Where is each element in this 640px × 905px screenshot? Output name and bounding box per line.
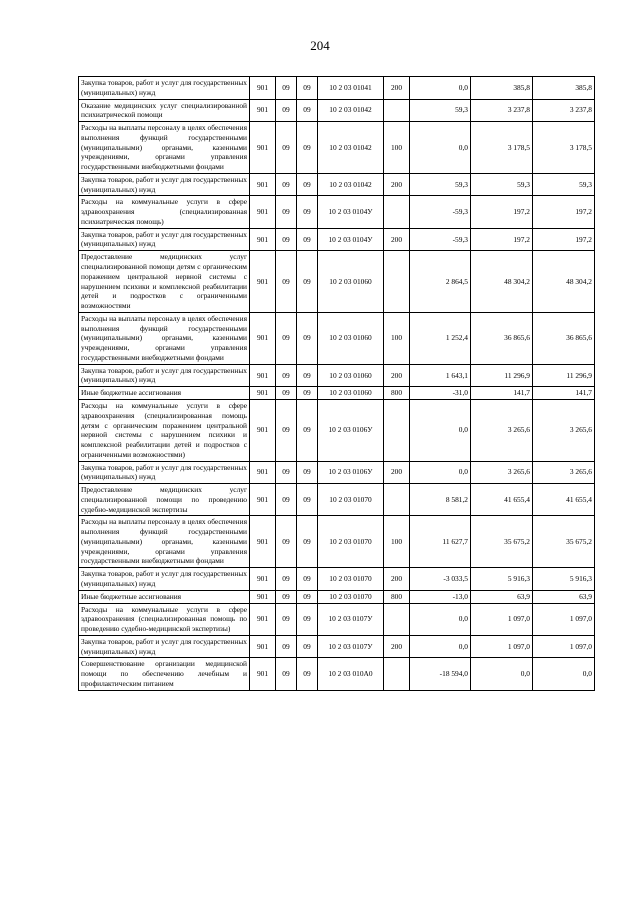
amount-change-cell: 59,3 xyxy=(410,173,471,196)
expense-type-cell: 200 xyxy=(384,228,410,251)
subsection-code-cell: 09 xyxy=(297,590,318,603)
subsection-code-cell: 09 xyxy=(297,516,318,568)
amount-total-cell: 1 097,0 xyxy=(533,603,595,635)
amount-cell: 63,9 xyxy=(471,590,533,603)
target-article-cell: 10 2 03 01042 xyxy=(318,122,384,174)
amount-cell: 41 655,4 xyxy=(471,484,533,516)
item-name-cell: Иные бюджетные ассигнования xyxy=(79,590,250,603)
amount-total-cell: 197,2 xyxy=(533,196,595,228)
item-name-cell: Расходы на коммунальные услуги в сфере здравоохранения (специализированная помощь детям с органическим поражением центральной нервной системы с нарушением психики и комплексной реабилитации детей и подростков с ограниченными возможностями) xyxy=(79,399,250,461)
budget-table xyxy=(78,76,595,691)
ministry-code-cell: 901 xyxy=(250,484,276,516)
section-code-cell: 09 xyxy=(276,399,297,461)
amount-total-cell: 3 237,8 xyxy=(533,99,595,122)
amount-cell: 141,7 xyxy=(471,387,533,400)
subsection-code-cell: 09 xyxy=(297,122,318,174)
expense-type-cell xyxy=(384,196,410,228)
ministry-code-cell: 901 xyxy=(250,516,276,568)
table-row xyxy=(79,99,595,122)
section-code-cell: 09 xyxy=(276,590,297,603)
amount-cell: 3 265,6 xyxy=(471,399,533,461)
amount-change-cell: 0,0 xyxy=(410,461,471,484)
item-name-cell: Расходы на коммунальные услуги в сфере здравоохранения (специализированная психиатрическая помощь) xyxy=(79,196,250,228)
table-row xyxy=(79,658,595,690)
target-article-cell: 10 2 03 01060 xyxy=(318,364,384,387)
table-row xyxy=(79,196,595,228)
section-code-cell: 09 xyxy=(276,312,297,364)
target-article-cell: 10 2 03 01060 xyxy=(318,251,384,313)
expense-type-cell xyxy=(384,603,410,635)
amount-cell: 11 296,9 xyxy=(471,364,533,387)
ministry-code-cell: 901 xyxy=(250,122,276,174)
item-name-cell: Закупка товаров, работ и услуг для государственных (муниципальных) нужд xyxy=(79,568,250,591)
subsection-code-cell: 09 xyxy=(297,364,318,387)
target-article-cell: 10 2 03 01042 xyxy=(318,99,384,122)
target-article-cell: 10 2 03 01042 xyxy=(318,173,384,196)
target-article-cell: 10 2 03 0104У xyxy=(318,196,384,228)
amount-cell: 3 237,8 xyxy=(471,99,533,122)
subsection-code-cell: 09 xyxy=(297,484,318,516)
amount-cell: 35 675,2 xyxy=(471,516,533,568)
table-row xyxy=(79,461,595,484)
expense-type-cell: 200 xyxy=(384,173,410,196)
table-row xyxy=(79,173,595,196)
page-number: 204 xyxy=(310,38,330,53)
amount-change-cell: 8 581,2 xyxy=(410,484,471,516)
section-code-cell: 09 xyxy=(276,364,297,387)
amount-total-cell: 0,0 xyxy=(533,658,595,690)
amount-cell: 3 178,5 xyxy=(471,122,533,174)
amount-change-cell: -3 033,5 xyxy=(410,568,471,591)
amount-change-cell: -18 594,0 xyxy=(410,658,471,690)
amount-change-cell: 59,3 xyxy=(410,99,471,122)
table-row xyxy=(79,603,595,635)
subsection-code-cell: 09 xyxy=(297,635,318,658)
amount-total-cell: 35 675,2 xyxy=(533,516,595,568)
item-name-cell: Расходы на выплаты персоналу в целях обеспечения выполнения функций государственными (муниципальными) органами, казенными учреждениями, органами управления государственными внебюджетными фондами xyxy=(79,312,250,364)
table-row xyxy=(79,312,595,364)
amount-change-cell: 2 864,5 xyxy=(410,251,471,313)
amount-total-cell: 385,8 xyxy=(533,77,595,100)
target-article-cell: 10 2 03 01060 xyxy=(318,387,384,400)
section-code-cell: 09 xyxy=(276,173,297,196)
amount-change-cell: -59,3 xyxy=(410,196,471,228)
item-name-cell: Закупка товаров, работ и услуг для государственных (муниципальных) нужд xyxy=(79,635,250,658)
section-code-cell: 09 xyxy=(276,251,297,313)
subsection-code-cell: 09 xyxy=(297,399,318,461)
item-name-cell: Закупка товаров, работ и услуг для государственных (муниципальных) нужд xyxy=(79,77,250,100)
table-row xyxy=(79,387,595,400)
section-code-cell: 09 xyxy=(276,635,297,658)
amount-cell: 197,2 xyxy=(471,228,533,251)
expense-type-cell: 100 xyxy=(384,312,410,364)
amount-cell: 59,3 xyxy=(471,173,533,196)
amount-cell: 5 916,3 xyxy=(471,568,533,591)
ministry-code-cell: 901 xyxy=(250,228,276,251)
amount-change-cell: 11 627,7 xyxy=(410,516,471,568)
section-code-cell: 09 xyxy=(276,603,297,635)
amount-total-cell: 48 304,2 xyxy=(533,251,595,313)
amount-cell: 1 097,0 xyxy=(471,635,533,658)
amount-cell: 0,0 xyxy=(471,658,533,690)
section-code-cell: 09 xyxy=(276,387,297,400)
target-article-cell: 10 2 03 01070 xyxy=(318,516,384,568)
amount-cell: 385,8 xyxy=(471,77,533,100)
amount-change-cell: -31,0 xyxy=(410,387,471,400)
section-code-cell: 09 xyxy=(276,196,297,228)
item-name-cell: Расходы на выплаты персоналу в целях обеспечения выполнения функций государственными (муниципальными) органами, казенными учреждениями, органами управления государственными внебюджетными фондами xyxy=(79,516,250,568)
ministry-code-cell: 901 xyxy=(250,399,276,461)
amount-change-cell: -59,3 xyxy=(410,228,471,251)
ministry-code-cell: 901 xyxy=(250,364,276,387)
section-code-cell: 09 xyxy=(276,77,297,100)
amount-total-cell: 5 916,3 xyxy=(533,568,595,591)
item-name-cell: Расходы на выплаты персоналу в целях обеспечения выполнения функций государственными (муниципальными) органами, казенными учреждениями, органами управления государственными внебюджетными фондами xyxy=(79,122,250,174)
amount-cell: 3 265,6 xyxy=(471,461,533,484)
section-code-cell: 09 xyxy=(276,461,297,484)
subsection-code-cell: 09 xyxy=(297,173,318,196)
expense-type-cell xyxy=(384,484,410,516)
ministry-code-cell: 901 xyxy=(250,603,276,635)
amount-cell: 48 304,2 xyxy=(471,251,533,313)
amount-total-cell: 141,7 xyxy=(533,387,595,400)
item-name-cell: Закупка товаров, работ и услуг для государственных (муниципальных) нужд xyxy=(79,364,250,387)
table-row xyxy=(79,77,595,100)
ministry-code-cell: 901 xyxy=(250,312,276,364)
amount-change-cell: 1 252,4 xyxy=(410,312,471,364)
ministry-code-cell: 901 xyxy=(250,251,276,313)
amount-total-cell: 1 097,0 xyxy=(533,635,595,658)
amount-total-cell: 63,9 xyxy=(533,590,595,603)
ministry-code-cell: 901 xyxy=(250,461,276,484)
ministry-code-cell: 901 xyxy=(250,590,276,603)
section-code-cell: 09 xyxy=(276,658,297,690)
amount-change-cell: 1 643,1 xyxy=(410,364,471,387)
ministry-code-cell: 901 xyxy=(250,658,276,690)
subsection-code-cell: 09 xyxy=(297,196,318,228)
item-name-cell: Предоставление медицинских услуг специализированной помощи по проведению судебно-медицинской экспертизы xyxy=(79,484,250,516)
item-name-cell: Расходы на коммунальные услуги в сфере здравоохранения (специализированная помощь по проведению судебно-медицинской экспертизы) xyxy=(79,603,250,635)
expense-type-cell xyxy=(384,658,410,690)
target-article-cell: 10 2 03 0107У xyxy=(318,603,384,635)
table-row xyxy=(79,399,595,461)
subsection-code-cell: 09 xyxy=(297,251,318,313)
amount-cell: 197,2 xyxy=(471,196,533,228)
expense-type-cell xyxy=(384,251,410,313)
expense-type-cell: 200 xyxy=(384,461,410,484)
target-article-cell: 10 2 03 01060 xyxy=(318,312,384,364)
table-row xyxy=(79,516,595,568)
amount-total-cell: 11 296,9 xyxy=(533,364,595,387)
target-article-cell: 10 2 03 0106У xyxy=(318,399,384,461)
table-row xyxy=(79,122,595,174)
expense-type-cell: 200 xyxy=(384,77,410,100)
subsection-code-cell: 09 xyxy=(297,77,318,100)
item-name-cell: Совершенствование организации медицинской помощи по обеспечению лечебным и профилактическим питанием xyxy=(79,658,250,690)
amount-change-cell: 0,0 xyxy=(410,77,471,100)
amount-change-cell: -13,0 xyxy=(410,590,471,603)
ministry-code-cell: 901 xyxy=(250,387,276,400)
subsection-code-cell: 09 xyxy=(297,228,318,251)
ministry-code-cell: 901 xyxy=(250,196,276,228)
amount-total-cell: 41 655,4 xyxy=(533,484,595,516)
section-code-cell: 09 xyxy=(276,516,297,568)
ministry-code-cell: 901 xyxy=(250,173,276,196)
target-article-cell: 10 2 03 010А0 xyxy=(318,658,384,690)
subsection-code-cell: 09 xyxy=(297,99,318,122)
target-article-cell: 10 2 03 0104У xyxy=(318,228,384,251)
amount-total-cell: 3 265,6 xyxy=(533,461,595,484)
table-row xyxy=(79,568,595,591)
target-article-cell: 10 2 03 01070 xyxy=(318,568,384,591)
expense-type-cell xyxy=(384,399,410,461)
section-code-cell: 09 xyxy=(276,122,297,174)
ministry-code-cell: 901 xyxy=(250,99,276,122)
table-row xyxy=(79,228,595,251)
expense-type-cell: 200 xyxy=(384,635,410,658)
table-row xyxy=(79,484,595,516)
item-name-cell: Оказание медицинских услуг специализированной психиатрической помощи xyxy=(79,99,250,122)
amount-cell: 36 865,6 xyxy=(471,312,533,364)
expense-type-cell: 800 xyxy=(384,387,410,400)
amount-total-cell: 3 178,5 xyxy=(533,122,595,174)
ministry-code-cell: 901 xyxy=(250,635,276,658)
amount-cell: 1 097,0 xyxy=(471,603,533,635)
section-code-cell: 09 xyxy=(276,484,297,516)
budget-table-body xyxy=(79,77,595,691)
amount-change-cell: 0,0 xyxy=(410,635,471,658)
target-article-cell: 10 2 03 0106У xyxy=(318,461,384,484)
target-article-cell: 10 2 03 01070 xyxy=(318,590,384,603)
ministry-code-cell: 901 xyxy=(250,568,276,591)
item-name-cell: Иные бюджетные ассигнования xyxy=(79,387,250,400)
subsection-code-cell: 09 xyxy=(297,603,318,635)
amount-change-cell: 0,0 xyxy=(410,603,471,635)
item-name-cell: Закупка товаров, работ и услуг для государственных (муниципальных) нужд xyxy=(79,461,250,484)
expense-type-cell: 800 xyxy=(384,590,410,603)
amount-total-cell: 197,2 xyxy=(533,228,595,251)
table-row xyxy=(79,590,595,603)
target-article-cell: 10 2 03 01070 xyxy=(318,484,384,516)
amount-total-cell: 59,3 xyxy=(533,173,595,196)
item-name-cell: Закупка товаров, работ и услуг для государственных (муниципальных) нужд xyxy=(79,173,250,196)
subsection-code-cell: 09 xyxy=(297,658,318,690)
ministry-code-cell: 901 xyxy=(250,77,276,100)
subsection-code-cell: 09 xyxy=(297,387,318,400)
item-name-cell: Предоставление медицинских услуг специализированной помощи детям с органическим поражением центральной нервной системы с нарушением психики и комплексной реабилитации детей и подростков с ограниченными возможностями xyxy=(79,251,250,313)
section-code-cell: 09 xyxy=(276,568,297,591)
section-code-cell: 09 xyxy=(276,99,297,122)
subsection-code-cell: 09 xyxy=(297,568,318,591)
item-name-cell: Закупка товаров, работ и услуг для государственных (муниципальных) нужд xyxy=(79,228,250,251)
subsection-code-cell: 09 xyxy=(297,461,318,484)
amount-total-cell: 3 265,6 xyxy=(533,399,595,461)
subsection-code-cell: 09 xyxy=(297,312,318,364)
expense-type-cell: 100 xyxy=(384,122,410,174)
expense-type-cell: 100 xyxy=(384,516,410,568)
target-article-cell: 10 2 03 01041 xyxy=(318,77,384,100)
table-row xyxy=(79,364,595,387)
expense-type-cell: 200 xyxy=(384,364,410,387)
target-article-cell: 10 2 03 0107У xyxy=(318,635,384,658)
expense-type-cell: 200 xyxy=(384,568,410,591)
table-row xyxy=(79,635,595,658)
expense-type-cell xyxy=(384,99,410,122)
amount-change-cell: 0,0 xyxy=(410,399,471,461)
section-code-cell: 09 xyxy=(276,228,297,251)
amount-change-cell: 0,0 xyxy=(410,122,471,174)
table-row xyxy=(79,251,595,313)
amount-total-cell: 36 865,6 xyxy=(533,312,595,364)
